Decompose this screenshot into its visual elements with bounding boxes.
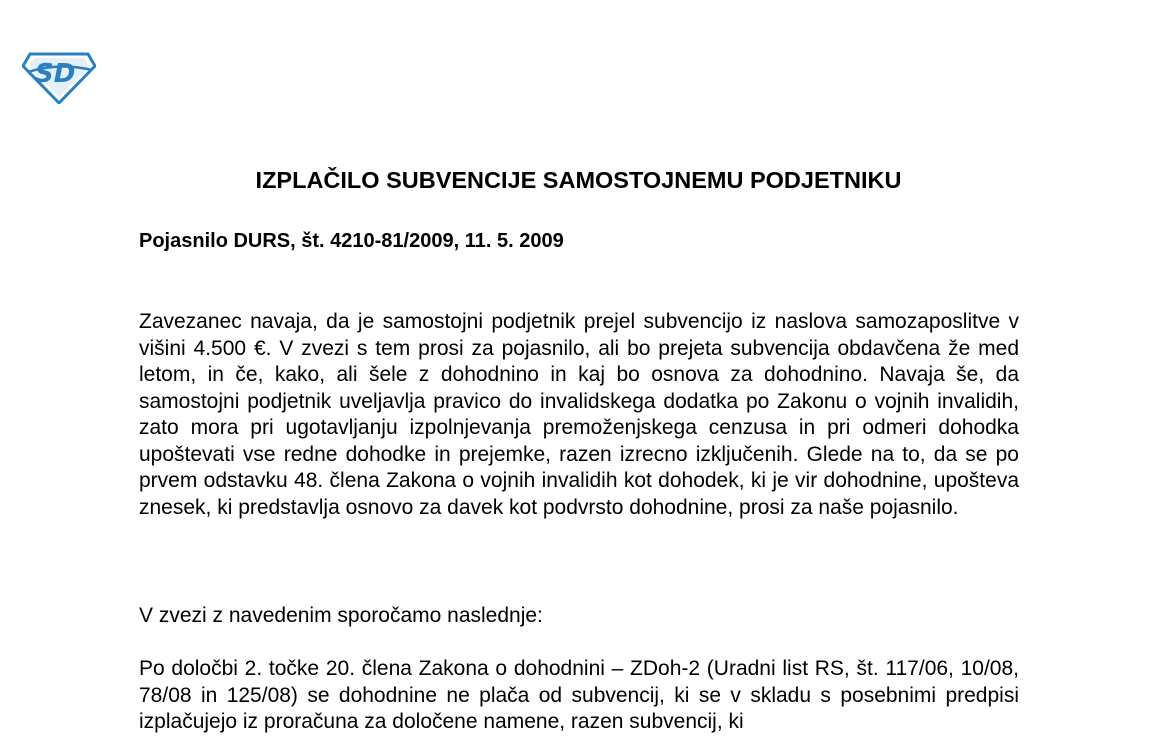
document-subtitle: Pojasnilo DURS, št. 4210-81/2009, 11. 5. 2009 — [139, 230, 564, 252]
svg-text:SD: SD — [35, 59, 76, 89]
paragraph-2: V zvezi z navedenim sporočamo naslednje: — [139, 604, 543, 627]
sd-logo-icon — [22, 50, 96, 104]
paragraph-1: Zavezanec navaja, da je samostojni podjetnik prejel subvencijo iz naslova samozaposlitve v višini 4.500 €. V zvezi s tem prosi za pojasnilo, ali bo prejeta subvencija obdavčena že med letom, in če, kako, ali šele z dohodnino in kaj bo osnova za dohodnino. Navaja še, da samostojni podjetnik uveljavlja pravico do invalidskega dodatka po Zakonu o vojnih invalidih, zato mora pri ugotavljanju izpolnjevanja premoženjskega cenzusa in pri odmeri dohodka upoštevati vse redne dohodke in prejemke, razen izrecno izključenih. Glede na to, da se po prvem odstavku 48. člena Zakona o vojnih invalidih kot dohodek, ki je vir dohodnine, upošteva znesek, ki predstavlja osnovo za davek kot podvrsto dohodnine, prosi za naše pojasnilo. — [139, 310, 1019, 519]
document-title: IZPLAČILO SUBVENCIJE SAMOSTOJNEMU PODJETNIKU — [255, 167, 902, 193]
paragraph-3: Po določbi 2. točke 20. člena Zakona o dohodnini – ZDoh-2 (Uradni list RS, št. 117/06, 10/08, 78/08 in 125/08) se dohodnine ne plača od subvencij, ki se v skladu s posebnimi predpisi izplačujejo iz proračuna za določene namene, razen subvencij, ki — [139, 657, 1019, 733]
